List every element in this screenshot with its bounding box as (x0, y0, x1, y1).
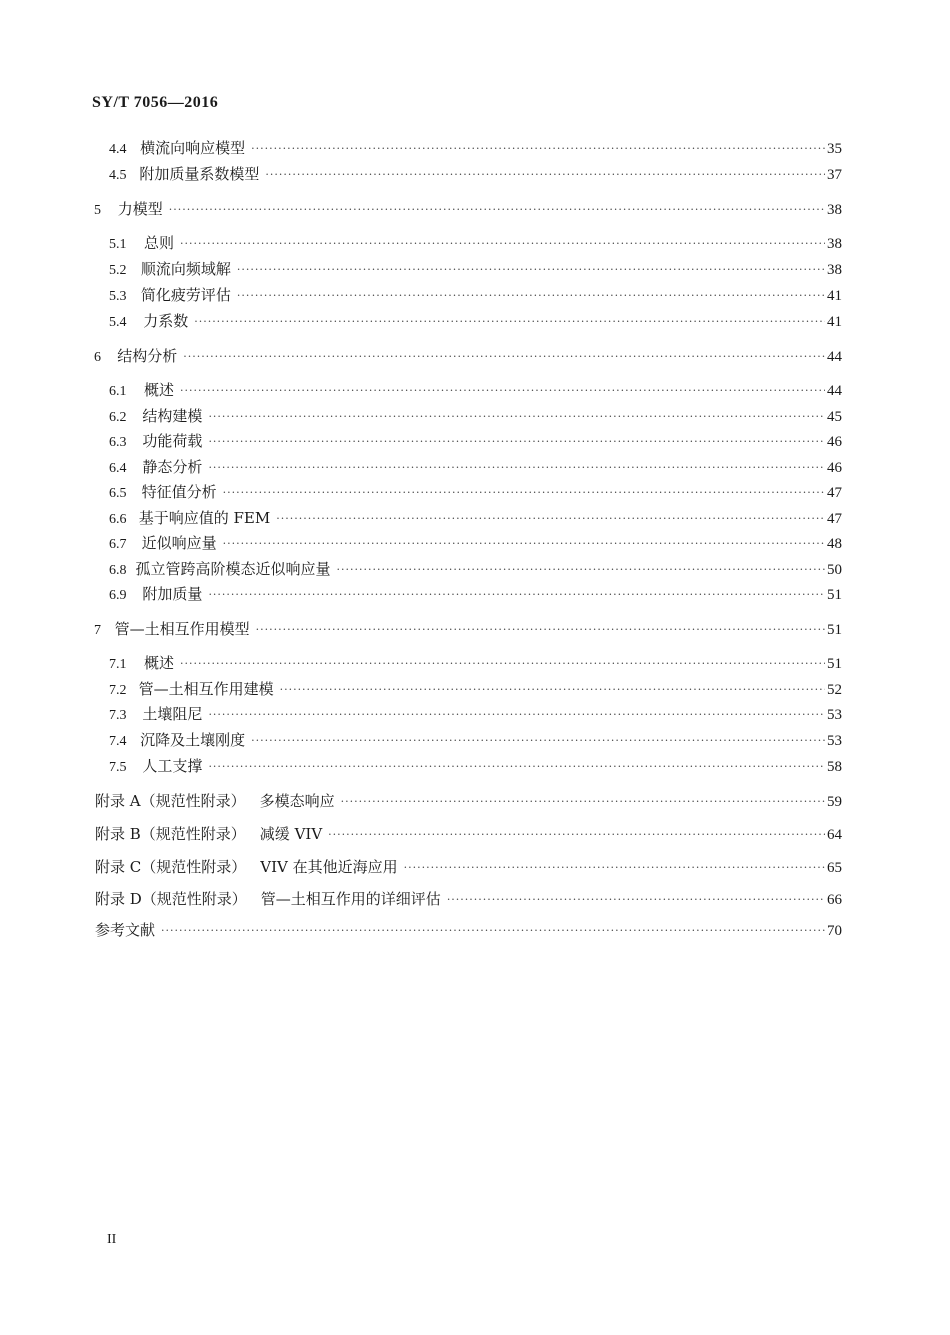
dot-leader (161, 921, 825, 941)
document-code-header: SY/T 7056—2016 (92, 94, 219, 111)
toc-entry[interactable] (94, 199, 842, 221)
toc-entry[interactable] (109, 756, 842, 778)
toc-entry-title: 管—土相互作用模型 (114, 620, 250, 638)
toc-entry-page: 70 (827, 923, 842, 939)
toc-entry-page: 48 (827, 536, 842, 552)
toc-entry-title: 人工支撑 (142, 757, 203, 775)
toc-entry-title: 管—土相互作用建模 (138, 680, 274, 698)
toc-entry-number: 5.1 (109, 237, 127, 252)
toc-entry-number: 6.9 (109, 588, 127, 603)
dot-leader (208, 432, 825, 452)
dot-leader (280, 680, 825, 700)
toc-entry-title: 多模态响应 (259, 792, 335, 810)
toc-entry-number: 附录 D（规范性附录） (95, 890, 247, 908)
toc-entry-title: 土壤阻尼 (142, 705, 203, 723)
toc-entry-number: 6.4 (109, 461, 127, 476)
toc-entry-page: 38 (827, 262, 842, 278)
toc-entry-number: 5.3 (109, 289, 127, 304)
toc-entry[interactable] (109, 406, 842, 428)
toc-entry-page: 41 (827, 314, 842, 330)
dot-leader (223, 483, 825, 503)
toc-entry-number: 7.5 (109, 760, 127, 775)
toc-entry-number: 5 (94, 203, 101, 218)
toc-entry[interactable] (109, 138, 842, 160)
toc-entry[interactable] (109, 457, 842, 479)
toc-entry-number: 7.1 (109, 657, 127, 672)
toc-entry-title: 功能荷载 (142, 432, 203, 450)
dot-leader (180, 234, 825, 254)
dot-leader (237, 286, 825, 306)
toc-entry-number: 7 (94, 623, 101, 638)
toc-entry-page: 46 (827, 434, 842, 450)
dot-leader (169, 200, 825, 220)
dot-leader (265, 165, 825, 185)
toc-entry-title: 结构建模 (142, 407, 203, 425)
toc-entry-page: 53 (827, 733, 842, 749)
toc-entry-number: 6.6 (109, 512, 127, 527)
toc-entry-number: 5.4 (109, 315, 127, 330)
dot-leader (328, 825, 825, 845)
toc-entry[interactable] (109, 311, 842, 333)
toc-entry-page: 53 (827, 707, 842, 723)
dot-leader (447, 890, 825, 910)
toc-entry-title: 孤立管跨高阶模态近似响应量 (135, 560, 331, 578)
page-number: II (107, 1232, 117, 1247)
toc-entry-title: 附加质量 (142, 585, 203, 603)
toc-entry[interactable] (95, 824, 842, 846)
toc-entry-page: 38 (827, 202, 842, 218)
dot-leader (180, 381, 825, 401)
toc-entry-title: 总则 (143, 234, 174, 252)
toc-entry[interactable] (95, 920, 842, 942)
toc-entry-title: 基于响应值的 FEM (138, 509, 271, 527)
toc-entry-number: 6.7 (109, 537, 127, 552)
toc-entry[interactable] (109, 679, 842, 701)
toc-entry[interactable] (109, 380, 842, 402)
toc-entry-page: 38 (827, 236, 842, 252)
toc-entry-number: 附录 B（规范性附录） (95, 825, 246, 843)
dot-leader (180, 654, 825, 674)
toc-entry[interactable] (95, 791, 842, 813)
toc-entry-title: 简化疲劳评估 (140, 286, 231, 304)
toc-entry-title: 力模型 (117, 200, 163, 218)
toc-entry[interactable] (109, 482, 842, 504)
dot-leader (337, 560, 826, 580)
toc-entry-title: 管—土相互作用的详细评估 (260, 890, 441, 908)
dot-leader (183, 347, 825, 367)
toc-entry-title: 附加质量系数模型 (139, 165, 260, 183)
dot-leader (208, 705, 825, 725)
toc-entry[interactable] (109, 233, 842, 255)
dot-leader (208, 757, 825, 777)
toc-entry[interactable] (109, 584, 842, 606)
toc-entry-page: 44 (827, 383, 842, 399)
dot-leader (194, 312, 825, 332)
toc-entry-number: 6.8 (109, 563, 127, 578)
toc-entry-number: 7.2 (109, 683, 127, 698)
toc-entry-page: 52 (827, 682, 842, 698)
toc-entry-title: 沉降及土壤刚度 (140, 731, 246, 749)
toc-entry-number: 7.4 (109, 734, 127, 749)
toc-entry-page: 37 (827, 167, 842, 183)
toc-entry-title: 近似响应量 (141, 534, 217, 552)
toc-entry-page: 41 (827, 288, 842, 304)
toc-entry-title: 特征值分析 (141, 483, 217, 501)
toc-entry-page: 51 (827, 622, 842, 638)
toc-entry[interactable] (109, 164, 842, 186)
toc-entry-title: 减缓 VIV (259, 825, 323, 843)
dot-leader (223, 534, 825, 554)
toc-entry-number: 6.2 (109, 410, 127, 425)
toc-entry-page: 44 (827, 349, 842, 365)
dot-leader (256, 620, 825, 640)
toc-entry-page: 65 (827, 860, 842, 876)
dot-leader (237, 260, 825, 280)
dot-leader (251, 731, 825, 751)
dot-leader (276, 509, 825, 529)
toc-entry-title: 顺流向频域解 (140, 260, 231, 278)
toc-entry[interactable] (109, 533, 842, 555)
toc-entry-title: 结构分析 (117, 347, 178, 365)
toc-entry-number: 附录 C（规范性附录） (95, 858, 247, 876)
toc-entry-page: 51 (827, 656, 842, 672)
toc-entry[interactable] (94, 346, 842, 368)
toc-entry[interactable] (95, 889, 842, 911)
toc-entry-number: 6.5 (109, 486, 127, 501)
toc-entry[interactable] (109, 704, 842, 726)
toc-entry-number: 4.5 (109, 168, 127, 183)
toc-entry-title: 参考文献 (95, 921, 156, 939)
toc-entry-page: 50 (827, 562, 842, 578)
dot-leader (208, 458, 825, 478)
toc-entry[interactable] (94, 619, 842, 641)
toc-entry[interactable] (109, 508, 842, 530)
toc-entry-page: 47 (827, 485, 842, 501)
toc-entry-page: 46 (827, 460, 842, 476)
toc-entry-number: 附录 A（规范性附录） (95, 792, 246, 810)
toc-entry-title: 概述 (143, 381, 174, 399)
toc-entry[interactable] (109, 285, 842, 307)
toc-entry[interactable] (109, 653, 842, 675)
toc-entry-title: 横流向响应模型 (140, 139, 246, 157)
toc-entry-page: 45 (827, 409, 842, 425)
toc-entry-title: 概述 (143, 654, 174, 672)
toc-entry-number: 5.2 (109, 263, 127, 278)
dot-leader (404, 858, 825, 878)
toc-entry[interactable] (109, 559, 842, 581)
toc-entry-number: 6.3 (109, 435, 127, 450)
dot-leader (341, 792, 825, 812)
toc-entry-title: 力系数 (143, 312, 189, 330)
toc-entry-page: 35 (827, 141, 842, 157)
toc-entry[interactable] (109, 730, 842, 752)
toc-entry[interactable] (95, 857, 842, 879)
toc-entry-number: 7.3 (109, 708, 127, 723)
toc-entry-number: 4.4 (109, 142, 127, 157)
toc-entry[interactable] (109, 431, 842, 453)
toc-entry-page: 47 (827, 511, 842, 527)
dot-leader (208, 585, 825, 605)
toc-entry-page: 59 (827, 794, 842, 810)
dot-leader (208, 407, 825, 427)
dot-leader (251, 139, 825, 159)
toc-entry-title: 静态分析 (142, 458, 203, 476)
toc-entry-page: 66 (827, 892, 842, 908)
toc-entry-page: 58 (827, 759, 842, 775)
toc-entry-number: 6.1 (109, 384, 127, 399)
toc-entry[interactable] (109, 259, 842, 281)
toc-entry-page: 64 (827, 827, 842, 843)
toc-entry-number: 6 (94, 350, 101, 365)
toc-entry-title: VIV 在其他近海应用 (260, 858, 398, 876)
toc-entry-page: 51 (827, 587, 842, 603)
